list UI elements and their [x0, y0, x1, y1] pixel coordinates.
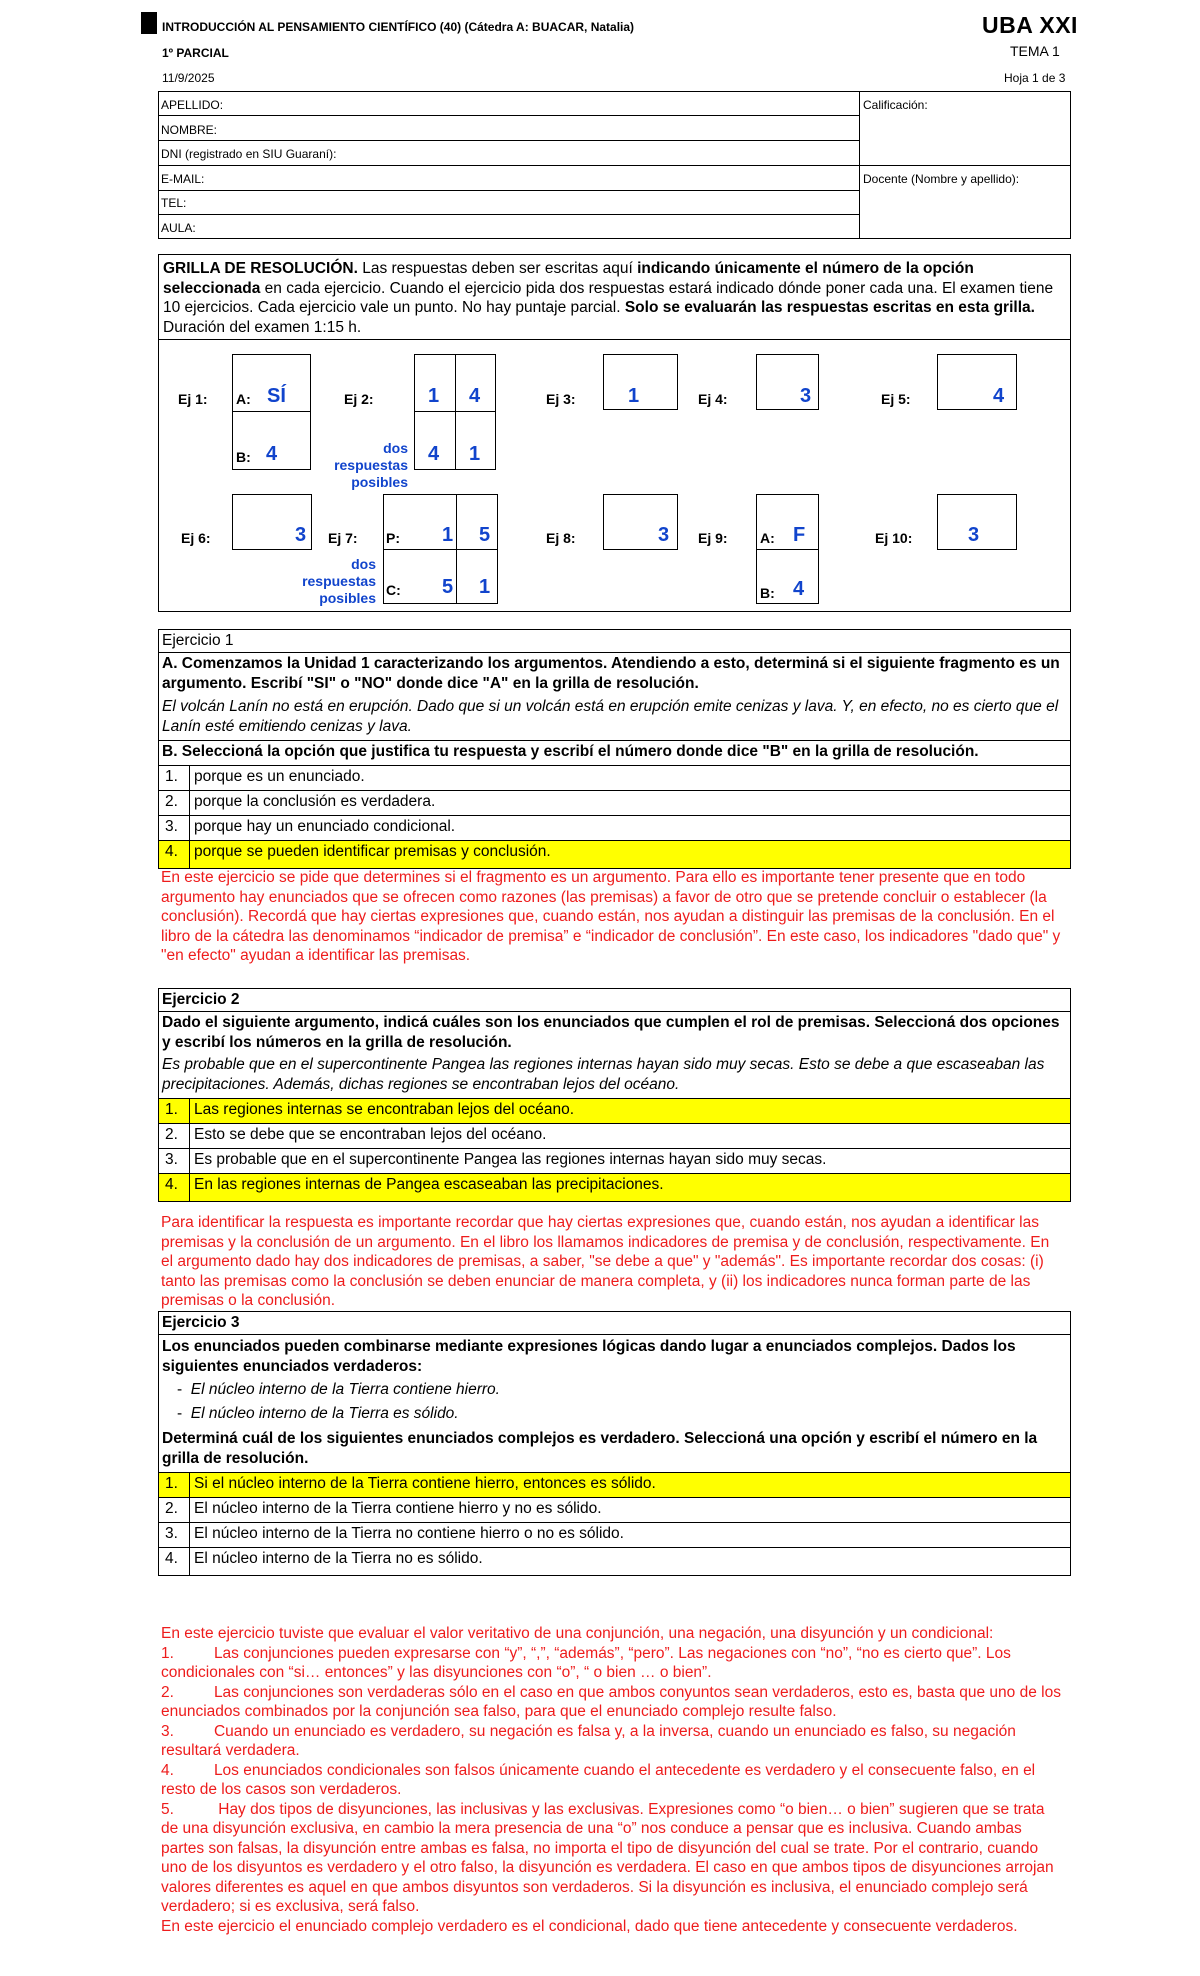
ex3-statement-2: - El núcleo interno de la Tierra es sólido.	[177, 1405, 459, 1422]
ex3-explanation-end: En este ejercicio el enunciado complejo verdadero es el condicional, dado que tiene antecedente y consecuente verdaderos.	[161, 1917, 1018, 1935]
ej2-label: Ej 2:	[344, 391, 374, 407]
ej9-a-label: A:	[760, 530, 775, 546]
ex3-option-2: 2. El núcleo interno de la Tierra contiene hierro y no es sólido.	[159, 1497, 1070, 1522]
ej2-answer-cell[interactable]	[414, 354, 496, 470]
ej7-c-label: C:	[386, 582, 401, 598]
ex3-explanation-point-2: 2. Las conjunciones son verdaderas sólo en el caso en que ambos conyuntos sean verdaderos, esto es, basta que uno de los enunciados combinados por la conjunción sea falso, para que el enunciado complejo resulte falso.	[161, 1683, 1061, 1720]
ej1-label: Ej 1:	[178, 391, 208, 407]
ej1-a-answer: SÍ	[267, 385, 286, 407]
ex3-prompt-2: Determiná cuál de los siguientes enunciados complejos es verdadero. Seleccioná una opción y escribí el número en la grilla de resolución.	[162, 1430, 1038, 1467]
student-info-box	[158, 91, 1071, 239]
aula-field[interactable]: AULA:	[161, 221, 196, 235]
ex1-option-1: 1. porque es un enunciado.	[159, 765, 1070, 790]
sheet-number: Hoja 1 de 3	[1004, 71, 1066, 85]
ex3-statement-1: - El núcleo interno de la Tierra contiene hierro.	[177, 1381, 500, 1398]
ex2-option-4-correct: 4. En las regiones internas de Pangea escaseaban las precipitaciones.	[159, 1173, 1070, 1201]
ej4-label: Ej 4:	[698, 391, 728, 407]
ex2-option-2: 2. Esto se debe que se encontraban lejos del océano.	[159, 1123, 1070, 1148]
ej2-answer-3: 4	[428, 443, 440, 465]
ex3-explanation-point-1: 1. Las conjunciones pueden expresarse con “y”, “,”, “además”, “pero”. Las negaciones con “no”, “no es cierto que”. Los condicionales con “si… entonces” y las disyunciones con “o”, “ o bien … o bien”.	[161, 1644, 1011, 1681]
ex3-box	[158, 1311, 1071, 1576]
ex3-explanation	[161, 1624, 1061, 1936]
tema-label: TEMA 1	[1010, 43, 1060, 59]
ej2-answer-4: 1	[469, 443, 481, 465]
ex1-explanation: En este ejercicio se pide que determines si el fragmento es un argumento. Para ello es importante tener presente que en todo argumento hay enunciados que se ofrecen como razones (las premisas) a favor de otro que se pretende concluir o establecer (la conclusión). Recordá que hay ciertas expresiones que, cuando están, nos ayudan a distinguir las premisas de la conclusión. En el libro de la cátedra las denominamos “indicador de premisa” e “indicador de conclusión”. En este caso, los indicadores "dado que" y "en efecto" ayudan a identificar las premisas.	[161, 869, 1061, 964]
ej4-answer: 3	[800, 385, 812, 407]
ej6-answer: 3	[295, 524, 307, 546]
ej1-b-answer: 4	[266, 443, 278, 465]
ej5-answer-cell[interactable]	[937, 354, 1017, 410]
header-black-square	[141, 12, 157, 34]
ej7-c-answer-1: 5	[442, 576, 454, 598]
ej9-b-answer: 4	[793, 578, 805, 600]
docente-field[interactable]: Docente (Nombre y apellido):	[863, 172, 1020, 186]
ex2-fragment: Es probable que en el supercontinente Pangea las regiones internas hayan sido muy secas. Esto se debe a que escaseaban las precipitaciones. Además, dichas regiones se encontraban lejos del océano.	[162, 1056, 1045, 1093]
ej7-label: Ej 7:	[328, 530, 358, 546]
ex1-option-2: 2. porque la conclusión es verdadera.	[159, 790, 1070, 815]
ex1-fragment: El volcán Lanín no está en erupción. Dado que si un volcán está en erupción emite cenizas y lava. Y, en efecto, no es cierto que el Lanín esté emitiendo cenizas y lava.	[162, 698, 1059, 735]
ex3-prompt: Los enunciados pueden combinarse mediante expresiones lógicas dando lugar a enunciados complejos. Dados los siguientes enunciados verdaderos:	[162, 1338, 1016, 1375]
ej7-p-answer-2: 5	[479, 524, 491, 546]
ej3-label: Ej 3:	[546, 391, 576, 407]
ex3-explanation-point-5: 5. Hay dos tipos de disyunciones, las inclusivas y las exclusivas. Expresiones como “o bien… o bien” sugieren que se trata de una disyunción exclusiva, en cambio la mera presencia de una “o” nos conduce a pensar que es inclusiva. Cuando ambas partes son falsas, la disyunción entre ambas es falsa, no importa el tipo de disyunción del cual se trate. Por el contrario, cuando uno de los disyuntos es verdadero y el otro falso, la disyunción es verdadera. El caso en que ambos tipos de disyunciones arrojan valores diferentes es aquel en que ambos disyuntos son verdaderos. Si la disyunción es inclusiva, el enunciado complejo será verdadero; si es exclusiva, será falso.	[161, 1800, 1054, 1915]
ej3-answer-cell[interactable]	[603, 354, 678, 410]
ej8-label: Ej 8:	[546, 530, 576, 546]
ex1-title: Ejercicio 1	[162, 632, 234, 649]
apellido-field[interactable]: APELLIDO:	[161, 98, 224, 112]
ej7-p-label: P:	[386, 530, 400, 546]
ej1-b-label: B:	[236, 449, 251, 465]
ex2-option-3: 3. Es probable que en el supercontinente Pangea las regiones internas hayan sido muy secas.	[159, 1148, 1070, 1173]
email-field[interactable]: E-MAIL:	[161, 172, 205, 186]
ex3-explanation-point-3: 3. Cuando un enunciado es verdadero, su negación es falsa y, a la inversa, cuando un enunciado es falso, su negación resultará verdadera.	[161, 1722, 1016, 1759]
exam-date: 11/9/2025	[162, 71, 215, 85]
ex3-option-1-correct: 1. Si el núcleo interno de la Tierra contiene hierro, entonces es sólido.	[159, 1472, 1070, 1497]
ex1-box	[158, 629, 1071, 869]
ej9-b-label: B:	[760, 585, 775, 601]
grid-instructions: GRILLA DE RESOLUCIÓN. Las respuestas deben ser escritas aquí indicando únicamente el número de la opción seleccionada en cada ejercicio. Cuando el ejercicio pida dos respuestas estará indicado dónde poner cada una. El examen tiene 10 ejercicios. Cada ejercicio vale un punto. No hay puntaje parcial. Solo se evaluarán las respuestas escritas en esta grilla. Duración del examen 1:15 h.	[163, 260, 1054, 336]
nombre-field[interactable]: NOMBRE:	[161, 123, 218, 137]
ej2-answer-1: 1	[428, 385, 440, 407]
ex3-option-4: 4. El núcleo interno de la Tierra no es sólido.	[159, 1547, 1070, 1575]
ej3-answer: 1	[628, 385, 640, 407]
ex2-explanation: Para identificar la respuesta es importante recordar que hay ciertas expresiones que, cuando están, nos ayudan a identificar las premisas y la conclusión de un argumento. En el libro los llamamos indicadores de premisa y de conclusión, respectivamente. En el argumento dado hay dos indicadores de premisas, a saber, "se debe a que" y "además". Es importante recordar dos cosas: (i) tanto las premisas como la conclusión se deben enunciar de manera completa, y (ii) los indicadores nunca forman parte de las premisas o la conclusión.	[161, 1214, 1050, 1309]
ex2-option-1-correct: 1. Las regiones internas se encontraban lejos del océano.	[159, 1098, 1070, 1123]
uba-logo: UBA XXI	[982, 12, 1078, 38]
ex1-option-4-correct: 4. porque se pueden identificar premisas y conclusión.	[159, 840, 1070, 868]
ex1-prompt-b: B. Seleccioná la opción que justifica tu respuesta y escribí el número donde dice "B" en la grilla de resolución.	[162, 743, 979, 760]
ex3-option-3: 3. El núcleo interno de la Tierra no contiene hierro o no es sólido.	[159, 1522, 1070, 1547]
ej10-label: Ej 10:	[875, 530, 913, 546]
ej1-a-label: A:	[236, 391, 251, 407]
ex1-prompt-a: A. Comenzamos la Unidad 1 caracterizando los argumentos. Atendiendo a esto, determiná si el siguiente fragmento es un argumento. Escribí "SI" o "NO" donde dice "A" en la grilla de resolución.	[162, 655, 1060, 692]
ej9-label: Ej 9:	[698, 530, 728, 546]
tel-field[interactable]: TEL:	[161, 196, 187, 210]
ex1-option-3: 3. porque hay un enunciado condicional.	[159, 815, 1070, 840]
ex2-prompt: Dado el siguiente argumento, indicá cuáles son los enunciados que cumplen el rol de premisas. Seleccioná dos opciones y escribí los números en la grilla de resolución.	[162, 1014, 1060, 1051]
ex3-title: Ejercicio 3	[162, 1314, 240, 1331]
ej6-label: Ej 6:	[181, 530, 211, 546]
ej7-p-answer-1: 1	[442, 524, 454, 546]
ej8-answer: 3	[658, 524, 670, 546]
ej10-answer: 3	[968, 524, 980, 546]
exam-name: 1º PARCIAL	[162, 46, 229, 60]
ej7-c-answer-2: 1	[479, 576, 491, 598]
ej7-two-answers-note: dos respuestas posibles	[302, 556, 376, 606]
ex3-explanation-point-4: 4. Los enunciados condicionales son falsos únicamente cuando el antecedente es verdadero y el consecuente falso, en el resto de los casos son verdaderos.	[161, 1761, 1036, 1798]
ej5-answer: 4	[993, 385, 1005, 407]
ex2-box	[158, 988, 1071, 1202]
ex2-title: Ejercicio 2	[162, 991, 240, 1008]
ej9-a-answer: F	[793, 524, 806, 546]
ex3-explanation-intro: En este ejercicio tuviste que evaluar el valor veritativo de una conjunción, una negación, una disyunción y un condicional:	[161, 1625, 994, 1642]
ej2-answer-2: 4	[469, 385, 481, 407]
dni-field[interactable]: DNI (registrado en SIU Guaraní):	[161, 147, 337, 161]
ej5-label: Ej 5:	[881, 391, 911, 407]
course-title: INTRODUCCIÓN AL PENSAMIENTO CIENTÍFICO (40) (Cátedra A: BUACAR, Natalia)	[162, 20, 635, 34]
calificacion-field[interactable]: Calificación:	[863, 98, 928, 112]
ej2-two-answers-note: dos respuestas posibles	[334, 440, 408, 490]
